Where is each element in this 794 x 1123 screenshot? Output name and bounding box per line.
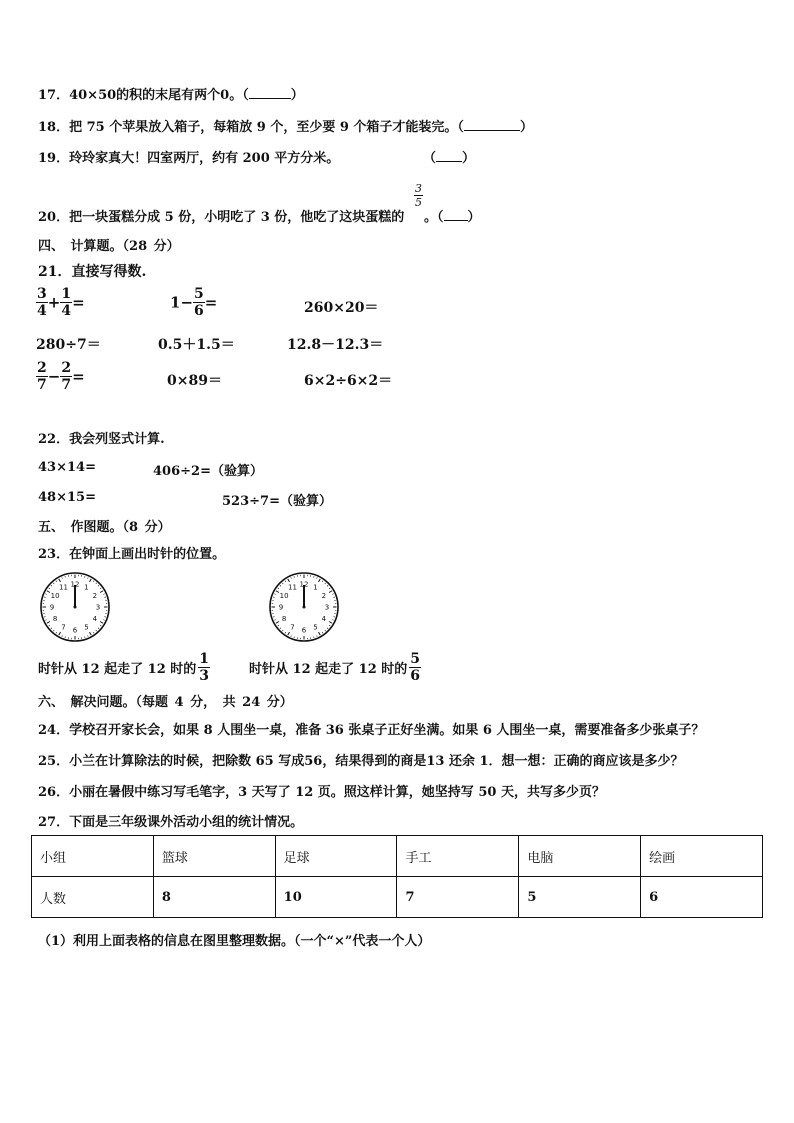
clock-number: 8	[281, 615, 287, 623]
question-17: 17．40×50的积的末尾有两个0。（ ）	[38, 88, 304, 103]
clock-number: 10	[279, 592, 289, 600]
clock-caption-1: 时针从 12 起走了 12 时的 $\frac{1}{3}$	[38, 651, 210, 684]
question-20	[38, 206, 404, 225]
clock-number: 10	[50, 592, 60, 600]
q22-a: 43×14=	[38, 460, 96, 475]
table-cell: 篮球	[153, 836, 275, 877]
clock-number: 6	[72, 626, 78, 635]
clock-number: 2	[92, 592, 98, 600]
question-21-title: 21．直接写得数.	[38, 264, 147, 280]
question-20-fraction: 3 5	[415, 182, 422, 209]
question-18: 18．把 75 个苹果放入箱子，每箱放 9 个，至少要 9 个箱子才能装完。（ ）	[38, 120, 533, 135]
question-20-answer: 。（ ）	[424, 210, 481, 225]
question-24: 24．学校召开家长会，如果 8 人围坐一桌，准备 36 张桌子正好坐满。如果 6 人围坐一桌，需要准备多少张桌子？	[38, 723, 705, 738]
question-27-title: 27．下面是三年级课外活动小组的统计情况。	[38, 815, 304, 830]
question-20-text: 20．把一块蛋糕分成 5 份，小明吃了 3 份，他吃了这块蛋糕的	[38, 210, 405, 225]
answer-blank-20[interactable]	[444, 208, 468, 221]
question-22-title: 22．我会列竖式计算.	[38, 432, 165, 447]
clock-number: 4	[321, 615, 327, 623]
clock-number: 12	[299, 580, 309, 589]
answer-blank-18[interactable]	[464, 118, 520, 131]
clock-number: 11	[288, 583, 297, 592]
table-cell: 手工	[397, 836, 519, 877]
table-cell: 10	[275, 877, 397, 918]
question-23-title: 23．在钟面上画出时针的位置。	[38, 547, 226, 562]
table-cell: 人数	[32, 877, 154, 918]
table-row	[32, 836, 763, 877]
clock-number: 5	[313, 623, 318, 632]
question-18-text: 18．把 75 个苹果放入箱子，每箱放 9 个，至少要 9 个箱子才能装完。（	[38, 120, 464, 135]
question-26: 26．小丽在暑假中练习写毛笔字，3 天写了 12 页。照这样计算，她坚持写 50 天，共写多少页？	[38, 785, 605, 800]
clock-number: 9	[49, 603, 55, 612]
answer-blank-17[interactable]	[249, 86, 291, 99]
calc-r2-c1: 280÷7＝	[36, 337, 101, 353]
calc-r1-c3: 260×20＝	[304, 300, 379, 316]
clock-number: 2	[321, 592, 327, 600]
question-19	[38, 147, 339, 166]
table-cell: 6	[641, 877, 763, 918]
section-6-title: 六、 解决问题。（每题 4 分， 共 24 分）	[38, 695, 293, 710]
clock-number: 7	[61, 623, 66, 632]
clock-center	[74, 606, 77, 609]
question-19-answer: （ ）	[423, 151, 476, 166]
q22-c: 48×15=	[38, 490, 96, 505]
calc-r3-c3: 6×2÷6×2＝	[304, 373, 393, 389]
table-cell: 5	[519, 877, 641, 918]
clock-number: 3	[324, 603, 330, 612]
clock-number: 6	[301, 626, 307, 635]
table-cell: 7	[397, 877, 519, 918]
q22-b: 406÷2=（验算）	[153, 464, 263, 479]
clock-face-1[interactable]	[38, 570, 112, 644]
calc-r3-c2: 0×89＝	[167, 373, 222, 389]
question-19-text: 19．玲玲家真大！四室两厅，约有 200 平方分米。	[38, 151, 340, 166]
calc-r2-c3: 12.8－12.3＝	[287, 337, 384, 353]
table-cell: 电脑	[519, 836, 641, 877]
clock-number: 3	[95, 603, 101, 612]
table-cell: 8	[153, 877, 275, 918]
clock-number: 7	[290, 623, 295, 632]
section-5-title: 五、 作图题。（8 分）	[38, 520, 171, 535]
calc-r2-c2: 0.5＋1.5＝	[158, 337, 235, 353]
calc-r1-c1: $\frac{3}{4}$ + $\frac{1}{4}$ =	[37, 286, 85, 319]
table-cell: 小组	[32, 836, 154, 877]
q22-d: 523÷7=（验算）	[222, 494, 332, 509]
clock-center	[303, 606, 306, 609]
question-17-text: 17．40×50的积的末尾有两个0。（	[38, 88, 249, 103]
clock-number: 1	[313, 583, 318, 592]
table-row	[32, 877, 763, 918]
clock-number: 9	[278, 603, 284, 612]
clock-face-2[interactable]	[267, 570, 341, 644]
table-cell: 足球	[275, 836, 397, 877]
clock-number: 12	[70, 580, 80, 589]
table-cell: 绘画	[641, 836, 763, 877]
clock-number: 4	[92, 615, 98, 623]
section-4-title: 四、 计算题。（28 分）	[38, 239, 180, 254]
clock-caption-2: 时针从 12 起走了 12 时的 $\frac{5}{6}$	[249, 651, 421, 684]
clock-number: 11	[59, 583, 68, 592]
answer-blank-19[interactable]	[436, 149, 462, 162]
calc-r1-c2: 1− $\frac{5}{6}$ =	[170, 286, 218, 319]
question-27-sub-1: （1）利用上面表格的信息在图里整理数据。（一个“×”代表一个人）	[38, 934, 431, 949]
calc-r3-c1: $\frac{2}{7}$ − $\frac{2}{7}$ =	[37, 360, 85, 393]
clock-number: 5	[84, 623, 89, 632]
clock-number: 8	[52, 615, 58, 623]
question-25: 25．小兰在计算除法的时候，把除数 65 写成56，结果得到的商是13 还余 1．想一想：正确的商应该是多少？	[38, 754, 684, 769]
activity-stats-table	[31, 835, 763, 918]
clock-number: 1	[84, 583, 89, 592]
